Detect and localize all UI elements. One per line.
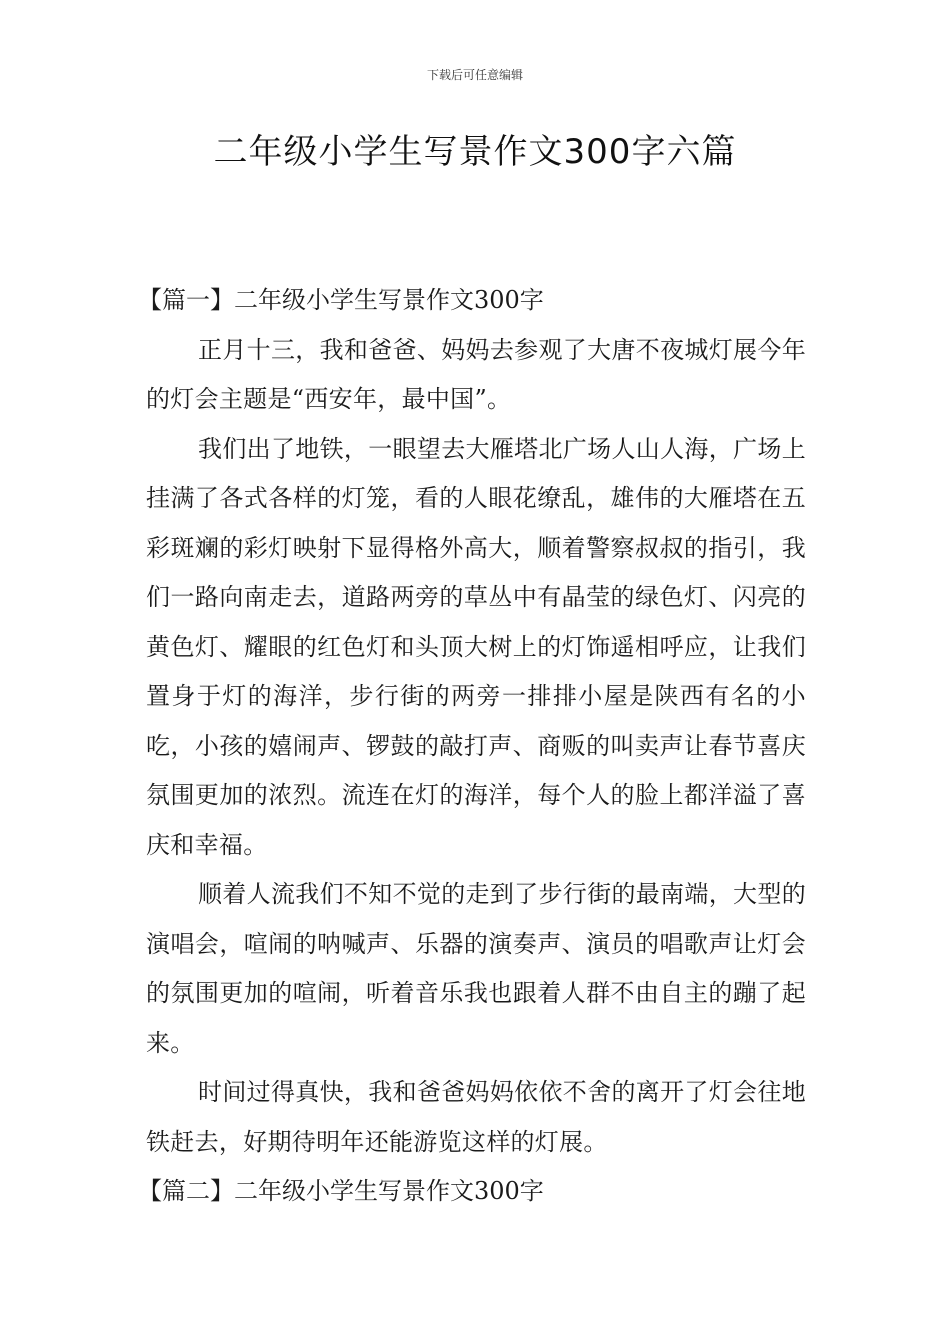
document-body — [138, 276, 806, 1217]
document-title: 二年级小学生写景作文300字六篇 — [213, 132, 737, 172]
paragraph: 正月十三，我和爸爸、妈妈去参观了大唐不夜城灯展今年的灯会主题是“西安年，最中国”。 — [146, 335, 806, 413]
paragraph: 我们出了地铁，一眼望去大雁塔北广场人山人海，广场上挂满了各式各样的灯笼，看的人眼花缭乱，雄伟的大雁塔在五彩斑斓的彩灯映射下显得格外高大，顺着警察叔叔的指引，我们一路向南走去，道路两旁的草丛中有晶莹的绿色灯、闪亮的黄色灯、耀眼的红色灯和头顶大树上的灯饰遥相呼应，让我们置身于灯的海洋，步行街的两旁一排排小屋是陕西有名的小吃，小孩的嬉闹声、锣鼓的敲打声、商贩的叫卖声让春节喜庆氛围更加的浓烈。流连在灯的海洋，每个人的脸上都洋溢了喜庆和幸福。 — [146, 434, 806, 859]
section-heading: 【篇二】二年级小学生写景作文300字 — [138, 1177, 544, 1205]
header-note: 下载后可任意编辑 — [426, 68, 523, 82]
section-heading: 【篇一】二年级小学生写景作文300字 — [138, 286, 544, 314]
paragraph: 时间过得真快，我和爸爸妈妈依依不舍的离开了灯会往地铁赶去，好期待明年还能游览这样的灯展。 — [146, 1078, 806, 1156]
paragraph: 顺着人流我们不知不觉的走到了步行街的最南端，大型的演唱会，喧闹的呐喊声、乐器的演奏声、演员的唱歌声让灯会的氛围更加的喧闹，听着音乐我也跟着人群不由自主的蹦了起来。 — [146, 880, 806, 1057]
